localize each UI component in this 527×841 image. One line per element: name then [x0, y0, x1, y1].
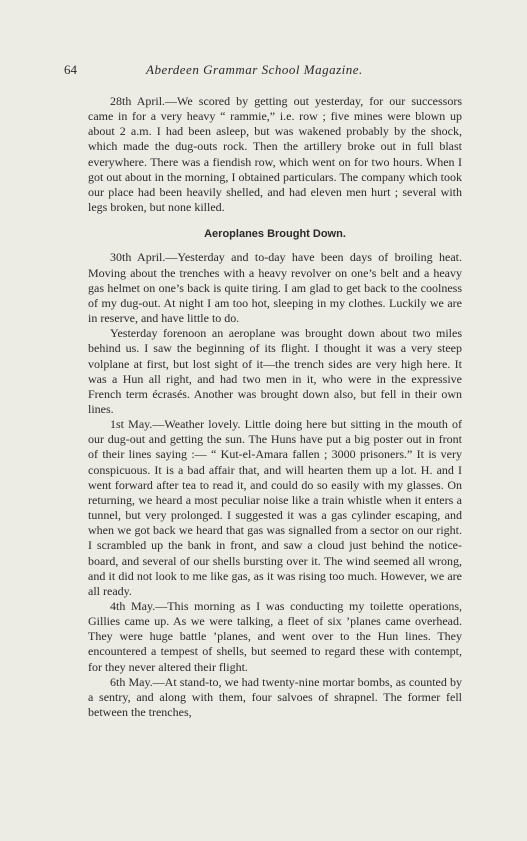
paragraph-aeroplane: Yesterday forenoon an aeroplane was brought down about two miles behind us. I saw the beginning of its flight. I thought it was a very steep volplane at first, but lost sight of it—the trench sides are very high here. It was a Hun all right, and had two men in it, who were in the expressive French term écrasés. Another was brought down also, but fell in their own lines.: [88, 326, 462, 416]
page-number: 64: [64, 62, 77, 77]
paragraph-6th-may: 6th May.—At stand-to, we had twenty-nine mortar bombs, as counted by a sentry, and along with them, four salvoes of shrapnel. The former fell between the trenches,: [88, 674, 462, 720]
paragraph-30th-april: 30th April.—Yesterday and to-day have been days of broiling heat. Moving about the trenches with a heavy revolver on one’s belt and a heavy gas helmet on one’s back is quite tiring. I am glad to get back to the coolness of my dug-out. At night I am too hot, sleeping in my clothes. Luckily we are in reserve, and have little to do.: [88, 250, 462, 326]
page-header: [64, 62, 464, 82]
article-body: [88, 94, 462, 720]
section-heading: Aeroplanes Brought Down.: [204, 228, 346, 241]
paragraph-1st-may: 1st May.—Weather lovely. Little doing here but sitting in the mouth of our dug-out and getting the sun. The Huns have put a big poster out in front of their lines saying :— “ Kut-el-Amara fallen ; 3000 prisoners.” It is very conspicuous. It is a bad affair that, and will hearten them up a lot. H. and I went forward after tea to read it, and could do so easily with my glasses. On returning, we heard a most peculiar noise like a train whistle when it enters a tunnel, but very prolonged. I suggested it was a gas cylinder escaping, and when we got back we heard that gas was signalled from a sector on our right. I scrambled up the bank in front, and saw a cloud just behind the notice-board, and several of our shells bursting over it. The wind seemed all wrong, and it did not look to me like gas, as it was rising too much. However, we are all ready.: [88, 417, 462, 598]
paragraph-28th-april: 28th April.—We scored by getting out yesterday, for our successors came in for a very heavy “ rammie,” i.e. row ; five mines were blown up about 2 a.m. I had been asleep, but was wakened probably by the shock, which made the dug-outs rock. Then the artillery broke out in full blast everywhere. There was a fiendish row, which went on for two hours. When I got out about in the morning, I obtained particulars. The company which took our place had been heavily shelled, and had eleven men hurt ; several with legs broken, but none killed.: [88, 94, 462, 215]
paragraph-4th-may: 4th May.—This morning as I was conducting my toilette operations, Gillies came up. As we were talking, a fleet of six ’planes came overhead. They were huge battle ’planes, and went over to the Hun lines. They encountered a tempest of shells, but seemed to regard these with contempt, for they never altered their flight.: [88, 599, 462, 674]
running-head: Aberdeen Grammar School Magazine.: [146, 62, 363, 77]
